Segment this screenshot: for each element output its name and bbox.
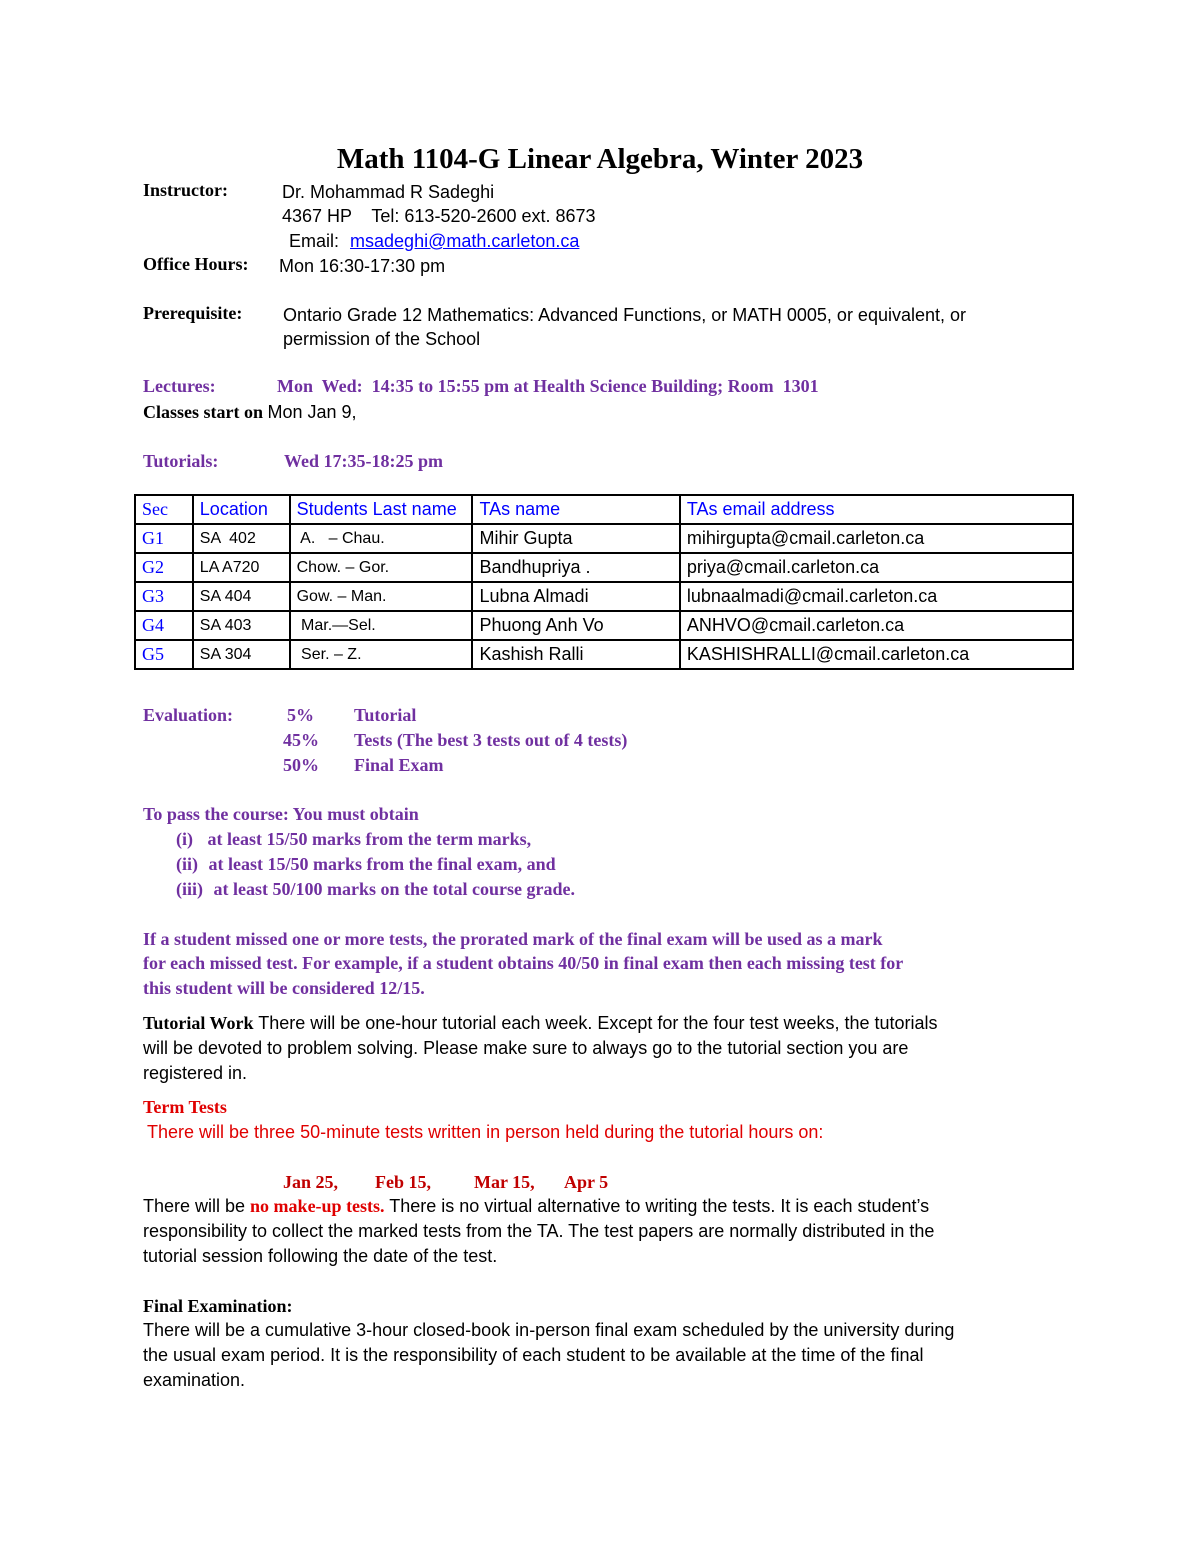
evaluation-percent-1: 5% [287, 705, 314, 725]
cell-students: A. – Chau. [290, 524, 473, 553]
tutorial-work-line-2: will be devoted to problem solving. Please make sure to always go to the tutorial section you are [143, 1038, 909, 1058]
classes-start [143, 402, 357, 423]
tutorials-value: Wed 17:35-18:25 pm [284, 451, 443, 471]
test-date-4: Apr 5 [564, 1172, 609, 1192]
classes-start-value: Mon Jan 9, [267, 402, 357, 422]
evaluation-item-3: Final Exam [354, 755, 444, 775]
cell-ta-name: Kashish Ralli [472, 640, 679, 669]
table-row [135, 553, 1073, 582]
cell-sec: G2 [135, 553, 193, 582]
instructor-office-phone: 4367 HP Tel: 613-520-2600 ext. 8673 [282, 206, 596, 226]
pass-item-1 [176, 829, 531, 850]
evaluation-percent-2: 45% [283, 730, 319, 750]
missed-tests-line-3: this student will be considered 12/15. [143, 978, 425, 998]
cell-students: Gow. – Man. [290, 582, 473, 611]
pass-item-number: (ii) [176, 854, 198, 874]
cell-ta-email: mihirgupta@cmail.carleton.ca [680, 524, 1073, 553]
cell-sec: G5 [135, 640, 193, 669]
tutorial-work-text-1: There will be one-hour tutorial each week. Except for the four test weeks, the tutorials [253, 1013, 938, 1033]
cell-location: SA 404 [193, 582, 290, 611]
header-tas-name: TAs name [472, 495, 679, 524]
cell-ta-name: Phuong Anh Vo [472, 611, 679, 640]
term-tests-line: There will be three 50-minute tests written in person held during the tutorial hours on: [147, 1122, 824, 1142]
email-label: Email: [289, 231, 340, 251]
no-makeup-tests: no make-up tests. [250, 1196, 385, 1216]
tutorial-work-line-1 [143, 1013, 938, 1034]
instructor-name: Dr. Mohammad R Sadeghi [282, 182, 495, 202]
cell-students: Chow. – Gor. [290, 553, 473, 582]
test-date-3: Mar 15, [474, 1172, 535, 1192]
evaluation-item-2: Tests (The best 3 tests out of 4 tests) [354, 730, 628, 750]
term-tests-line-3: tutorial session following the date of the test. [143, 1246, 498, 1266]
tutorial-work-label: Tutorial Work [143, 1013, 254, 1033]
office-hours-label: Office Hours: [143, 254, 249, 274]
prerequisite-label: Prerequisite: [143, 303, 243, 323]
instructor-label: Instructor: [143, 180, 228, 200]
cell-sec: G1 [135, 524, 193, 553]
cell-ta-email: KASHISHRALLI@cmail.carleton.ca [680, 640, 1073, 669]
office-hours-value: Mon 16:30-17:30 pm [279, 256, 446, 276]
prerequisite-line-1: Ontario Grade 12 Mathematics: Advanced Functions, or MATH 0005, or equivalent, or [283, 305, 967, 325]
test-date-2: Feb 15, [375, 1172, 431, 1192]
tutorials-label: Tutorials: [143, 451, 219, 471]
header-location: Location [193, 495, 290, 524]
term-tests-line-2: responsibility to collect the marked tests from the TA. The test papers are normally distributed in the [143, 1221, 935, 1241]
pass-heading: To pass the course: You must obtain [143, 804, 419, 824]
cell-location: LA A720 [193, 553, 290, 582]
instructor-email-link[interactable]: msadeghi@math.carleton.ca [350, 231, 580, 251]
evaluation-percent-3: 50% [283, 755, 319, 775]
cell-sec: G3 [135, 582, 193, 611]
pass-item-2 [176, 854, 556, 875]
pass-item-text: at least 50/100 marks on the total course grade. [213, 879, 575, 899]
test-date-1: Jan 25, [283, 1172, 339, 1192]
final-exam-heading: Final Examination: [143, 1296, 293, 1316]
evaluation-item-1: Tutorial [354, 705, 417, 725]
lectures-label: Lectures: [143, 376, 216, 396]
table-row [135, 640, 1073, 669]
final-exam-line-1: There will be a cumulative 3-hour closed-book in-person final exam scheduled by the university during [143, 1320, 955, 1340]
term-tests-heading: Term Tests [143, 1097, 227, 1117]
tutorial-sections-table [134, 494, 1074, 670]
lectures-value: Mon Wed: 14:35 to 15:55 pm at Health Science Building; Room 1301 [277, 376, 819, 396]
classes-start-label: Classes start on [143, 402, 263, 422]
pass-item-3 [176, 879, 575, 900]
pass-item-number: (iii) [176, 879, 203, 899]
cell-ta-email: ANHVO@cmail.carleton.ca [680, 611, 1073, 640]
cell-students: Ser. – Z. [290, 640, 473, 669]
final-exam-line-2: the usual exam period. It is the responsibility of each student to be available at the time of the final [143, 1345, 924, 1365]
pass-item-text: at least 15/50 marks from the term marks, [207, 829, 532, 849]
missed-tests-line-2: for each missed test. For example, if a student obtains 40/50 in final exam then each missing test for [143, 953, 904, 973]
table-row [135, 582, 1073, 611]
cell-students: Mar.—Sel. [290, 611, 473, 640]
cell-ta-email: priya@cmail.carleton.ca [680, 553, 1073, 582]
tutorial-work-line-3: registered in. [143, 1063, 248, 1083]
cell-ta-name: Lubna Almadi [472, 582, 679, 611]
evaluation-label: Evaluation: [143, 705, 234, 725]
final-exam-line-3: examination. [143, 1370, 246, 1390]
makeup-pre: There will be [143, 1196, 251, 1216]
table-row [135, 611, 1073, 640]
table-row [135, 524, 1073, 553]
pass-item-number: (i) [176, 829, 193, 849]
header-students-last-name: Students Last name [290, 495, 473, 524]
cell-ta-name: Bandhupriya . [472, 553, 679, 582]
cell-sec: G4 [135, 611, 193, 640]
prerequisite-line-2: permission of the School [283, 329, 481, 349]
cell-location: SA 304 [193, 640, 290, 669]
page-title: Math 1104-G Linear Algebra, Winter 2023 [336, 143, 864, 175]
cell-ta-name: Mihir Gupta [472, 524, 679, 553]
instructor-email-row [289, 229, 579, 253]
cell-location: SA 402 [193, 524, 290, 553]
cell-location: SA 403 [193, 611, 290, 640]
missed-tests-line-1: If a student missed one or more tests, the prorated mark of the final exam will be used as a mark [143, 929, 883, 949]
makeup-post: There is no virtual alternative to writing the tests. It is each student’s [384, 1196, 930, 1216]
cell-ta-email: lubnaalmadi@cmail.carleton.ca [680, 582, 1073, 611]
header-sec: Sec [135, 495, 193, 524]
pass-item-text: at least 15/50 marks from the final exam, and [208, 854, 556, 874]
table-header-row [135, 495, 1073, 524]
header-tas-email: TAs email address [680, 495, 1073, 524]
term-tests-makeup-line [143, 1196, 929, 1217]
